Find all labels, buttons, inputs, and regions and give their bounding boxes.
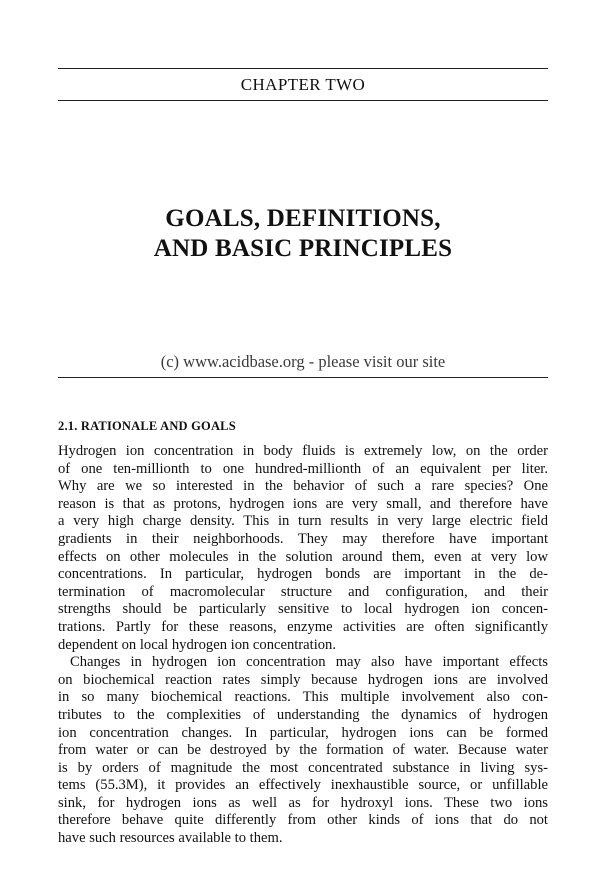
body-text xyxy=(58,443,548,848)
chapter-title-line-2: AND BASIC PRINCIPLES xyxy=(153,235,453,262)
text-line: Why are we so interested in the behavior of such a rare species? One xyxy=(58,478,548,495)
text-line: ion concentration changes. In particular, hydrogen ions can be formed xyxy=(58,724,548,741)
watermark-text: (c) www.acidbase.org - please visit our site xyxy=(160,352,446,371)
section-heading: 2.1. RATIONALE AND GOALS xyxy=(58,419,236,433)
text-line: effects on other molecules in the solution around them, even at very low xyxy=(58,548,548,565)
text-line: tems (55.3M), it provides an effectively inexhaustible source, or unfillable xyxy=(58,777,548,794)
text-line: tributes to the complexities of understanding the dynamics of hydrogen xyxy=(58,706,548,723)
title-rule xyxy=(58,377,548,378)
chapter-title xyxy=(58,204,548,264)
text-line: from water or can be destroyed by the formation of water. Because water xyxy=(58,742,548,759)
text-line: strengths should be particularly sensitive to local hydrogen ion concen- xyxy=(58,601,548,618)
text-line: of one ten-millionth to one hundred-millionth of an equivalent per liter. xyxy=(58,460,548,477)
text-line: in so many biochemical reactions. This multiple involvement also con- xyxy=(58,689,548,706)
text-line: on biochemical reaction rates simply because hydrogen ions are involved xyxy=(58,671,548,688)
text-line: gradients in their neighborhoods. They may therefore have important xyxy=(58,530,548,547)
text-line: Changes in hydrogen ion concentration may also have important effects xyxy=(70,654,548,671)
text-line: Hydrogen ion concentration in body fluids is extremely low, on the order xyxy=(58,443,548,459)
header-rule-bottom xyxy=(58,100,548,101)
text-line: reason is that as protons, hydrogen ions are very small, and therefore have xyxy=(58,495,548,512)
text-line: trations. Partly for these reasons, enzyme activities are often significantly xyxy=(58,618,548,635)
paragraph-1 xyxy=(58,443,548,654)
text-line: a very high charge density. This in turn results in very large electric field xyxy=(58,513,548,530)
chapter-label: CHAPTER TWO xyxy=(240,75,366,94)
text-line: therefore behave quite differently from other kinds of ions that do not xyxy=(58,812,548,829)
chapter-title-line-1: GOALS, DEFINITIONS, xyxy=(165,205,441,232)
text-line: have such resources available to them. xyxy=(58,830,283,847)
text-line: is by orders of magnitude the most concentrated substance in living sys- xyxy=(58,759,548,776)
text-line: termination of macromolecular structure and configuration, and their xyxy=(58,583,548,600)
paragraph-2 xyxy=(58,654,548,848)
text-line: dependent on local hydrogen ion concentration. xyxy=(58,636,337,653)
text-line: concentrations. In particular, hydrogen bonds are important in the de- xyxy=(58,566,548,583)
header-rule-top xyxy=(58,68,548,69)
text-line: sink, for hydrogen ions as well as for hydroxyl ions. These two ions xyxy=(58,794,548,811)
